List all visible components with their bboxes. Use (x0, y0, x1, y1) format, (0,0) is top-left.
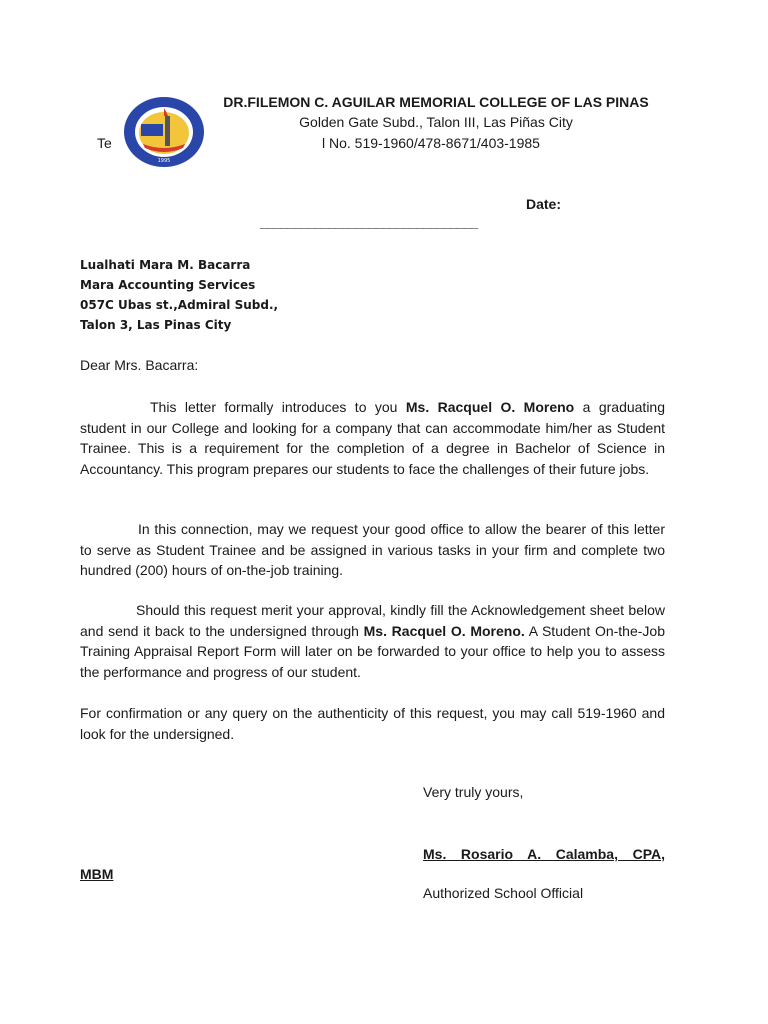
paragraph-introduction (80, 397, 665, 479)
signatory-title: Authorized School Official (423, 885, 584, 901)
paragraph-confirmation: For confirmation or any query on the authenticity of this request, you may call 519-1960 and look for the undersigned. (80, 705, 665, 742)
tel-prefix: Te (97, 135, 112, 151)
tel-numbers: l No. 519-1960/478-8671/403-1985 (322, 135, 540, 151)
logo-year: 1995 (157, 158, 171, 164)
p3-text-b: A Student On-the-Job Training Appraisal Report Form will later on be forwarded to your office to help you to assess the performance and progress of our student. (80, 622, 665, 680)
recipient-street: 057C Ubas st.,Admiral Subd., (80, 298, 279, 312)
closing: Very truly yours, (423, 784, 524, 800)
college-address: Golden Gate Subd., Talon III, Las Piñas City (299, 114, 573, 130)
p3-text-a: Should this request merit your approval, kindly fill the Acknowledgement sheet below and send it back to the undersigned through (80, 602, 665, 639)
p1-text-a: This letter formally introduces to you (150, 399, 406, 415)
signatory-name-continued: MBM (80, 866, 114, 882)
recipient-city: Talon 3, Las Pinas City (80, 318, 232, 332)
date-label: Date: (526, 196, 562, 212)
college-name: DR.FILEMON C. AGUILAR MEMORIAL COLLEGE OF LAS PINAS (223, 94, 649, 110)
recipient-name: Lualhati Mara M. Bacarra (80, 258, 251, 272)
student-name-2: Ms. Racquel O. Moreno. (363, 622, 525, 639)
student-name: Ms. Racquel O. Moreno (405, 399, 575, 415)
date-line: ________________________________ (260, 214, 478, 230)
paragraph-acknowledgement (80, 600, 665, 682)
p1-text-b: a graduating student in our College and looking for a company that can accommodate him/her as Student Trainee. This is a requirement for the completion of a degree in Bachelor of Science in Accountancy. This program prepares our students to face the challenges of their future jobs. (80, 399, 665, 477)
recipient-company: Mara Accounting Services (80, 278, 256, 292)
signatory-name: Ms. Rosario A. Calamba, CPA, (423, 846, 665, 862)
paragraph-request: In this connection, may we request your good office to allow the bearer of this letter to serve as Student Trainee and be assigned in various tasks in your firm and complete two hundred (200) hours of on-the-job training. (80, 521, 665, 578)
salutation: Dear Mrs. Bacarra: (80, 357, 199, 373)
